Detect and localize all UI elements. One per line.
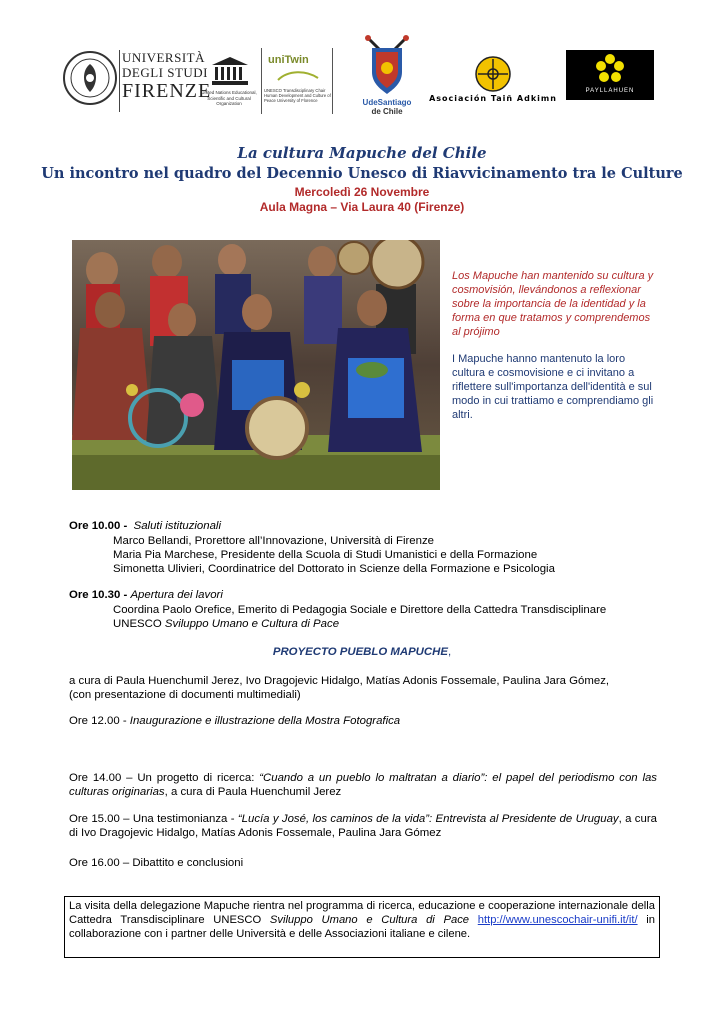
tain-logo — [428, 56, 558, 108]
project-heading — [0, 646, 724, 658]
page-subtitle: Un incontro nel quadro del Decennio Unesco di Riavvicinamento tra le Culture — [41, 165, 683, 182]
payllahuen-flower-icon — [595, 53, 625, 85]
unifi-line2: DEGLI STUDI — [122, 65, 209, 80]
payllahuen-label: PAYLLAHUEN — [585, 88, 635, 94]
unitwin-swirl-icon — [276, 68, 320, 84]
session-4-time: Ore 14.00 – Un progetto di ricerca: — [69, 772, 260, 784]
session-2-time: Ore 10.30 - — [69, 589, 128, 601]
project-title: PROYECTO PUEBLO MAPUCHE — [272, 646, 448, 658]
session-2-header — [69, 588, 223, 602]
page-title: La cultura Mapuche del Chile — [237, 144, 487, 162]
unesco-temple-icon — [210, 56, 250, 86]
usach-line1: UdeSantiago — [362, 98, 412, 107]
unifi-line3: FIRENZE — [122, 80, 212, 102]
project-comma: , — [447, 646, 452, 658]
session-1-speaker-2: Maria Pia Marchese, Presidente della Scuola di Studi Umanistici e della Formazione — [113, 549, 538, 561]
session-5 — [69, 812, 657, 840]
session-4-author: , a cura di Paula Huenchumil Jerez — [164, 786, 342, 798]
project-authors: a cura di Paula Huenchumil Jerez, Ivo Dragojevic Hidalgo, Matías Adonis Fossemale, Paulina Jara Gómez, — [69, 675, 610, 687]
session-1-header — [69, 519, 221, 533]
session-1-title: Saluti istituzionali — [133, 520, 221, 532]
session-1-speaker-1: Marco Bellandi, Prorettore all’Innovazione, Università di Firenze — [113, 535, 434, 547]
payllahuen-logo — [566, 50, 654, 100]
tain-sun-icon — [475, 56, 511, 92]
spanish-quote: Los Mapuche han mantenido su cultura y cosmovisión, llevándonos a reflexionar sobre la importancia de la identidad y la forma en que tratamos y comprendemos al prójimo — [452, 270, 654, 338]
session-2-line-2 — [113, 617, 339, 631]
unitwin-caption: UNESCO Transdisciplinary Chair Human Development and Culture of Peace University of Florence — [264, 88, 331, 104]
usach-label — [358, 98, 416, 116]
session-3-time: Ore 12.00 - — [69, 715, 130, 727]
italian-quote: I Mapuche hanno mantenuto la loro cultura e cosmovisione e ci invitano a riflettere sull'importanza dell'identità e sul modo in cui trattiamo e comprendiamo gli altri. — [452, 353, 654, 421]
unifi-divider — [119, 50, 120, 112]
footer-text-1: La visita della delegazione Mapuche rientra nel programma di ricerca, educazione e cooperazione internazionale della Cattedra Transdisciplinare UNESCO — [69, 900, 655, 926]
event-date: Mercoledì 26 Novembre — [294, 185, 430, 199]
unifi-logo — [62, 48, 212, 116]
unesco-divider-right — [332, 48, 333, 114]
mapuche-photo — [72, 240, 440, 490]
session-2-coordinator-role: , Emerito di Pedagogia Sociale e Direttore della Cattedra Transdisciplinare — [231, 604, 607, 616]
session-4-title: “Cuando a un pueblo lo maltratan a diario”: el papel del periodismo con las culturas originarias — [69, 772, 658, 798]
session-2-coordinator: Coordina Paolo Orefice — [113, 604, 232, 616]
footer-note — [69, 899, 655, 941]
session-1-time: Ore 10.00 - — [69, 520, 128, 532]
unifi-line1: UNIVERSITÀ — [122, 50, 205, 65]
session-2-line-1 — [113, 603, 606, 617]
footer-text-2: in collaborazione con i partner delle Università e delle Associazioni italiane e cilene. — [69, 914, 655, 940]
unitwin-wordmark: uniTwin — [268, 54, 309, 66]
session-4 — [69, 771, 657, 799]
usach-crest-icon — [362, 34, 412, 96]
session-1-speaker-3: Simonetta Ulivieri, Coordinatrice del Dottorato in Scienze della Formazione e Psicologia — [113, 563, 555, 575]
mapuche-photo-illustration — [72, 240, 440, 490]
session-5-time: Ore 15.00 – Una testimonianza - — [69, 813, 238, 825]
session-3 — [69, 714, 400, 728]
session-2-title: Apertura dei lavori — [130, 589, 223, 601]
unesco-logo — [198, 48, 334, 116]
tain-label: Asociación Taiñ Adkimn — [429, 94, 557, 103]
unesco-caption: United Nations Educational, Scientific and Cultural Organization — [201, 90, 257, 106]
session-6: Ore 16.00 – Dibattito e conclusioni — [69, 857, 244, 869]
usach-line2: de Chile — [371, 107, 403, 116]
usach-logo — [358, 34, 416, 118]
event-place: Aula Magna – Via Laura 40 (Firenze) — [259, 200, 465, 214]
session-2-chair-name: Sviluppo Umano e Cultura di Pace — [164, 618, 340, 630]
footer-chair-name: Sviluppo Umano e Cultura di Pace — [269, 914, 470, 926]
session-5-title: “Lucía y José, los caminos de la vida”: Entrevista al Presidente de Uruguay — [237, 813, 619, 825]
unesco-chair-link[interactable]: http://www.unescochair-unifi.it/it/ — [477, 914, 638, 926]
session-5-authors: , a cura di Ivo Dragojevic Hidalgo, Matías Adonis Fossemale, Paulina Jara Gómez — [69, 813, 657, 839]
session-3-title: Inaugurazione e illustrazione della Mostra Fotografica — [129, 715, 401, 727]
session-2-unesco: UNESCO — [113, 618, 165, 630]
unifi-seal-icon — [62, 48, 118, 108]
project-note: (con presentazione di documenti multimediali) — [69, 689, 301, 701]
footer-note-box — [64, 896, 660, 958]
unesco-divider — [261, 48, 262, 114]
